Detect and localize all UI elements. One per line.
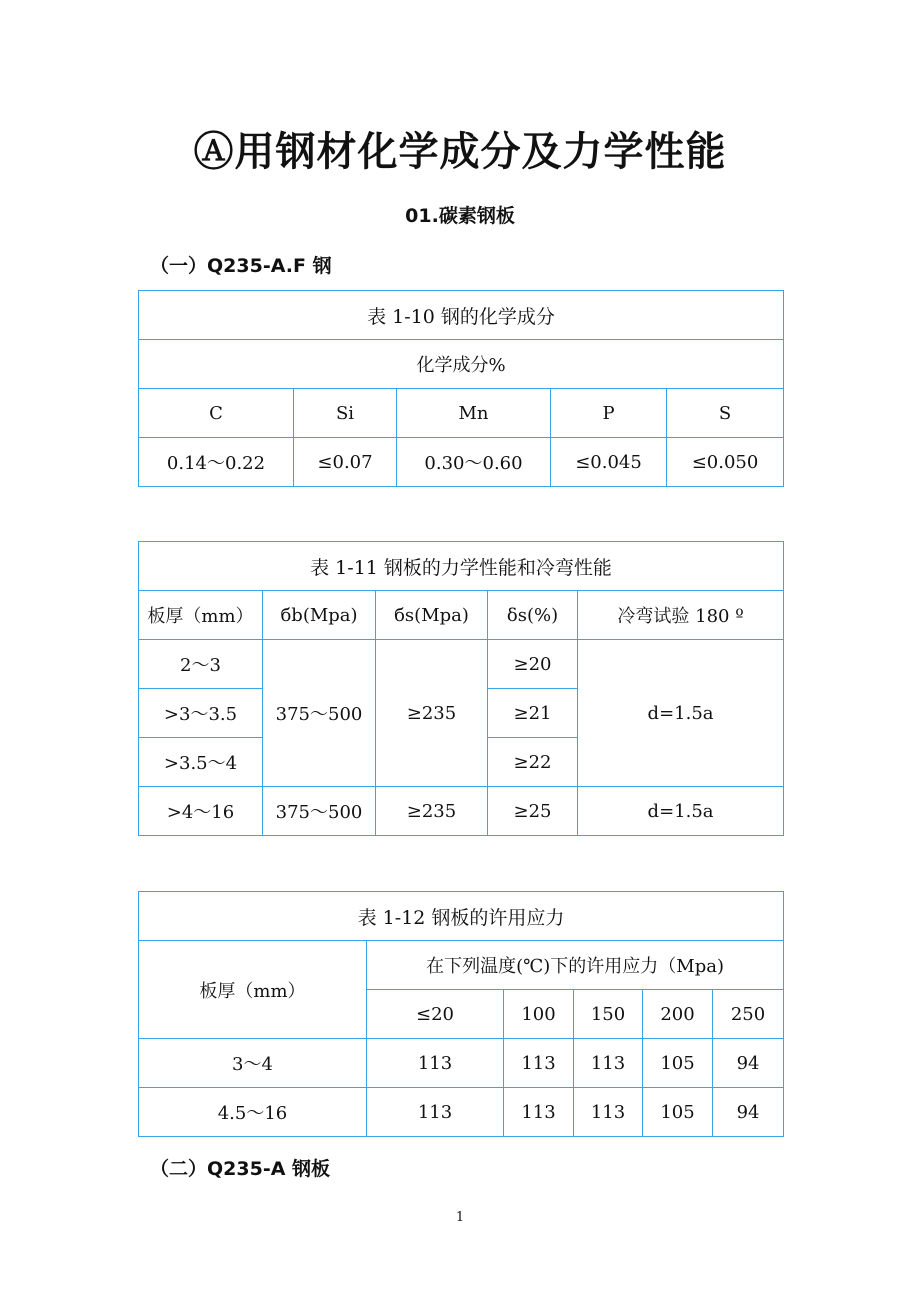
column-group-header-temperature: 在下列温度(℃)下的许用应力（Mpa)	[367, 941, 784, 990]
stress-cell: 113	[367, 1088, 504, 1137]
document-title: Ⓐ用钢材化学成分及力学性能	[193, 129, 727, 175]
cold-bend-merged-cell: d=1.5a	[578, 640, 784, 787]
table-row	[139, 1088, 784, 1137]
page-number: 1	[455, 1210, 465, 1225]
table-row	[139, 1039, 784, 1088]
sigma-s-merged-cell: ≥235	[376, 640, 488, 787]
column-header-delta: δs(%)	[488, 591, 578, 640]
table-row	[139, 640, 784, 689]
thickness-cell: >4～16	[139, 787, 263, 836]
document-subtitle: 01.碳素钢板	[405, 205, 515, 227]
section-heading-2: （二）Q235-A 钢板	[150, 1158, 331, 1180]
column-header-sigma-s: бs(Mpa)	[376, 591, 488, 640]
temp-header: 250	[713, 990, 784, 1039]
temp-header: 100	[504, 990, 574, 1039]
column-header-thickness: 板厚（mm）	[139, 591, 263, 640]
sigma-b-cell: 375～500	[263, 787, 376, 836]
delta-cell: ≥21	[488, 689, 578, 738]
stress-cell: 113	[574, 1088, 643, 1137]
value-p: ≤0.045	[551, 438, 667, 487]
thickness-cell: 4.5～16	[139, 1088, 367, 1137]
column-header-sigma-b: бb(Mpa)	[263, 591, 376, 640]
table-row	[139, 438, 784, 487]
thickness-cell: 3～4	[139, 1039, 367, 1088]
section-heading-1: （一）Q235-A.F 钢	[150, 255, 332, 277]
table-caption: 表 1-11 钢板的力学性能和冷弯性能	[139, 542, 784, 591]
chemical-composition-table	[138, 290, 784, 487]
table-caption: 表 1-10 钢的化学成分	[139, 291, 784, 340]
column-header-si: Si	[294, 389, 397, 438]
value-mn: 0.30～0.60	[397, 438, 551, 487]
cold-bend-cell: d=1.5a	[578, 787, 784, 836]
delta-cell: ≥25	[488, 787, 578, 836]
stress-cell: 113	[367, 1039, 504, 1088]
column-header-s: S	[667, 389, 784, 438]
temp-header: 200	[643, 990, 713, 1039]
stress-cell: 113	[574, 1039, 643, 1088]
value-si: ≤0.07	[294, 438, 397, 487]
mechanical-properties-table	[138, 541, 784, 836]
column-header-c: C	[139, 389, 294, 438]
value-c: 0.14～0.22	[139, 438, 294, 487]
stress-cell: 105	[643, 1039, 713, 1088]
table-caption: 表 1-12 钢板的许用应力	[139, 892, 784, 941]
stress-cell: 94	[713, 1039, 784, 1088]
column-header-mn: Mn	[397, 389, 551, 438]
column-header-thickness: 板厚（mm）	[139, 941, 367, 1039]
sigma-b-merged-cell: 375～500	[263, 640, 376, 787]
column-header-p: P	[551, 389, 667, 438]
temp-header: ≤20	[367, 990, 504, 1039]
table-group-header: 化学成分%	[139, 340, 784, 389]
column-header-cold-bend: 冷弯试验 180 º	[578, 591, 784, 640]
table-row	[139, 787, 784, 836]
delta-cell: ≥20	[488, 640, 578, 689]
stress-cell: 113	[504, 1088, 574, 1137]
sigma-s-cell: ≥235	[376, 787, 488, 836]
temp-header: 150	[574, 990, 643, 1039]
thickness-cell: >3～3.5	[139, 689, 263, 738]
stress-cell: 105	[643, 1088, 713, 1137]
thickness-cell: 2～3	[139, 640, 263, 689]
value-s: ≤0.050	[667, 438, 784, 487]
delta-cell: ≥22	[488, 738, 578, 787]
stress-cell: 113	[504, 1039, 574, 1088]
allowable-stress-table	[138, 891, 784, 1137]
thickness-cell: >3.5～4	[139, 738, 263, 787]
stress-cell: 94	[713, 1088, 784, 1137]
